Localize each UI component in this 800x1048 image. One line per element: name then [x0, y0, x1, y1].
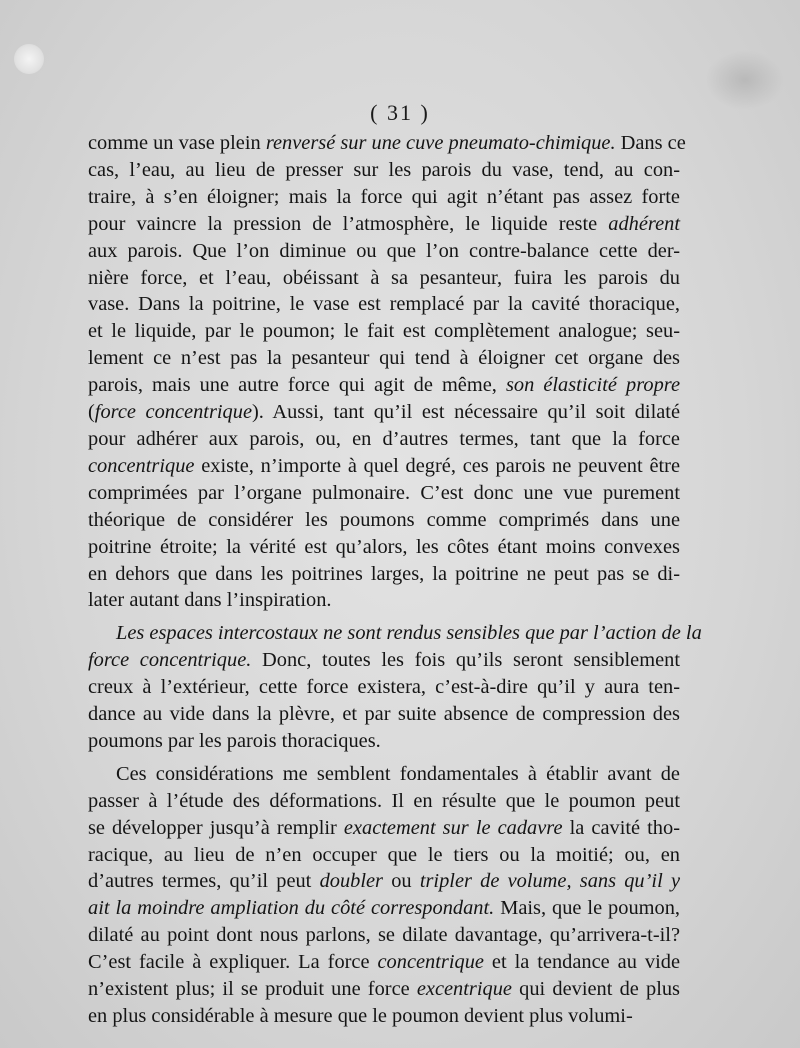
italic-text: tripler de volume, sans qu’il y: [419, 870, 680, 893]
paragraph: [88, 620, 702, 755]
text-run: d’autres termes, qu’il peut: [88, 870, 320, 893]
text-line: [88, 480, 680, 507]
text-line: [88, 265, 680, 292]
text-run: ou: [383, 870, 420, 893]
body-text: [88, 130, 702, 1030]
text-run: pour adhérer aux parois, ou, en d’autres termes, tant que la force: [88, 427, 680, 450]
italic-text: Les espaces intercostaux ne sont rendus sensibles que par l’action de la: [116, 622, 702, 645]
text-line: [88, 399, 680, 426]
text-line: [88, 345, 680, 372]
text-run: parois, mais une autre force qui agit de même,: [88, 374, 506, 397]
text-run: (: [88, 401, 95, 424]
text-run: traire, à s’en éloigner; mais la force qui agit n’étant pas assez forte: [88, 185, 680, 208]
text-line: [88, 1003, 680, 1030]
text-line: [88, 815, 680, 842]
text-line: [88, 211, 680, 238]
text-run: Ces considérations me semblent fondamentales à établir avant de: [116, 762, 680, 785]
page-number: ( 31 ): [370, 100, 430, 125]
text-run: dance au vide dans la plèvre, et par suite absence de compression des: [88, 703, 680, 726]
text-line: [88, 895, 680, 922]
italic-text: concentrique: [377, 951, 484, 974]
text-run: en plus considérable à mesure que le poumon devient plus volumi-: [88, 1005, 633, 1027]
text-run: qui devient de plus: [511, 978, 680, 1001]
text-line: [88, 318, 680, 345]
text-line: [88, 587, 680, 614]
italic-text: force concentrique: [94, 401, 252, 424]
text-run: pour vaincre la pression de l’atmosphère, le liquide reste: [88, 212, 609, 235]
text-run: poumons par les parois thoraciques.: [88, 729, 381, 752]
text-run: existe, n’importe à quel degré, ces parois ne peuvent être: [194, 454, 680, 477]
text-run: Dans ce: [615, 132, 686, 154]
text-line: [88, 922, 680, 949]
italic-text: exactement sur le cadavre: [343, 816, 563, 839]
text-line: [88, 372, 680, 399]
text-line: [88, 620, 702, 647]
text-run: lement ce n’est pas la pesanteur qui tend à éloigner cet organe des: [88, 347, 680, 370]
italic-text: renversé sur une cuve pneumato-chimique.: [265, 132, 616, 154]
text-run: creux à l’extérieur, cette force existera, c’est-à-dire qu’il y aura ten-: [88, 676, 680, 699]
italic-text: excentrique: [416, 978, 512, 1001]
paragraph: [88, 761, 680, 1030]
text-line: [88, 647, 680, 674]
text-line: [88, 453, 680, 480]
paper-stain: [14, 44, 44, 74]
text-run: nière force, et l’eau, obéissant à sa pesanteur, fuira les parois du: [88, 266, 680, 289]
text-line: [88, 184, 680, 211]
text-run: vase. Dans la poitrine, le vase est remplacé par la cavité thoracique,: [88, 293, 680, 316]
text-line: [88, 561, 680, 588]
text-run: C’est facile à expliquer. La force: [88, 951, 378, 974]
text-line: [88, 728, 680, 755]
text-line: [88, 788, 680, 815]
text-run: ). Aussi, tant qu’il est nécessaire qu’il soit dilaté: [252, 401, 680, 424]
text-line: [88, 291, 680, 318]
text-line: [88, 701, 680, 728]
text-run: dilaté au point dont nous parlons, se dilate davantage, qu’arrivera-t-il?: [88, 924, 680, 947]
text-line: [88, 238, 680, 265]
text-run: théorique de considérer les poumons comme comprimés dans une: [88, 508, 680, 531]
text-run: n’existent plus; il se produit une force: [88, 978, 417, 1001]
text-line: [88, 761, 680, 788]
text-line: [88, 842, 680, 869]
text-run: comme un vase plein: [88, 132, 266, 154]
text-line: [88, 674, 680, 701]
text-run: se développer jusqu’à remplir: [88, 816, 344, 839]
text-run: poitrine étroite; la vérité est qu’alors, les côtes étant moins convexes: [88, 535, 680, 558]
text-run: Donc, toutes les fois qu’ils seront sensiblement: [251, 649, 680, 672]
text-run: en dehors que dans les poitrines larges, la poitrine ne peut pas se di-: [88, 562, 680, 585]
text-run: cas, l’eau, au lieu de presser sur les parois du vase, tend, au con-: [88, 158, 680, 181]
paragraph: [88, 130, 686, 614]
italic-text: force concentrique.: [88, 649, 252, 672]
text-line: [88, 976, 680, 1003]
text-line: [88, 949, 680, 976]
text-run: comprimées par l’organe pulmonaire. C’est donc une vue purement: [88, 481, 680, 504]
text-run: aux parois. Que l’on diminue ou que l’on contre-balance cette der-: [88, 239, 680, 262]
italic-text: doubler: [319, 870, 383, 893]
italic-text: concentrique: [88, 454, 195, 477]
text-run: racique, au lieu de n’en occuper que le tiers ou la moitié; ou, en: [88, 843, 680, 866]
italic-text: ait la moindre ampliation du côté correspondant.: [88, 897, 495, 920]
text-line: [88, 534, 680, 561]
italic-text: son élasticité propre: [505, 374, 681, 397]
text-line: [88, 868, 680, 895]
text-line: [88, 157, 680, 184]
text-run: Mais, que le poumon,: [494, 897, 680, 920]
text-line: [88, 507, 680, 534]
text-run: later autant dans l’inspiration.: [88, 589, 332, 612]
text-run: et la tendance au vide: [483, 951, 680, 974]
italic-text: adhérent: [608, 212, 680, 235]
text-line: [88, 130, 686, 157]
text-line: [88, 426, 680, 453]
text-run: et le liquide, par le poumon; le fait est complètement analogue; seu-: [88, 320, 680, 343]
text-run: passer à l’étude des déformations. Il en résulte que le poumon peut: [88, 789, 680, 812]
text-run: la cavité tho-: [562, 816, 680, 839]
